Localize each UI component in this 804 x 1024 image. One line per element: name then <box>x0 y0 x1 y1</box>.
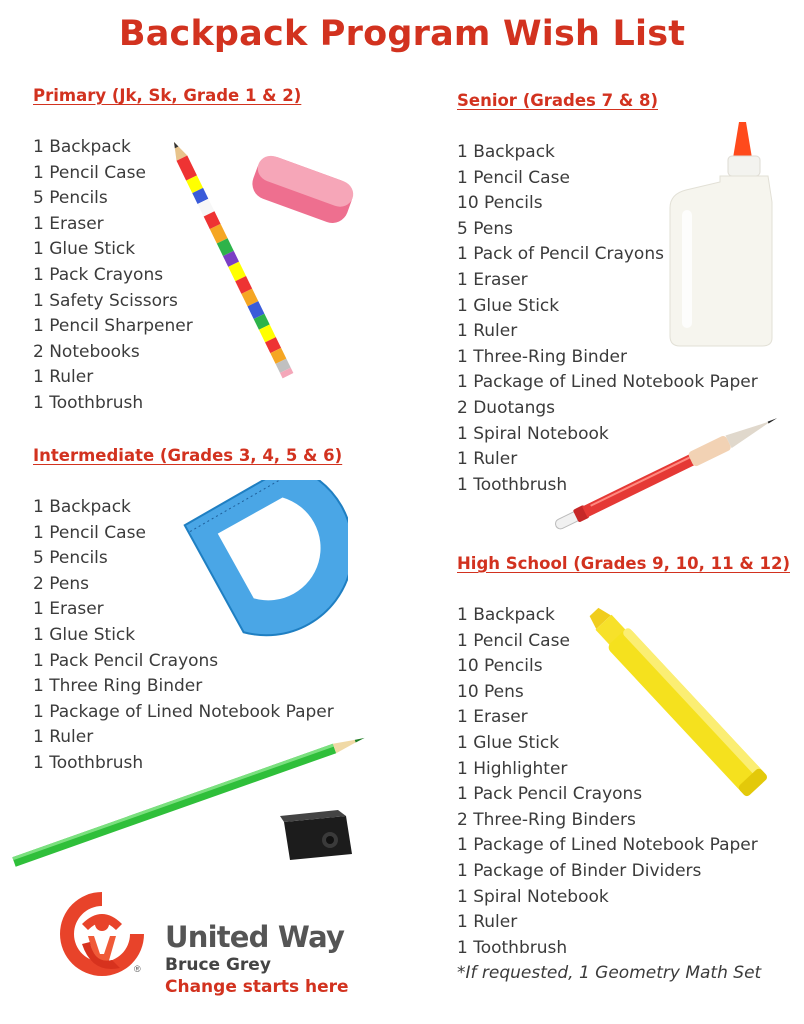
list-item: 1 Ruler <box>457 321 518 342</box>
list-item: 1 Eraser <box>33 213 104 234</box>
list-item: 1 Pencil Sharpener <box>33 316 193 337</box>
logo-name: United Way <box>165 920 345 954</box>
yellow-highlighter-icon <box>572 600 770 802</box>
list-item: 2 Notebooks <box>33 341 140 362</box>
list-item: 2 Three-Ring Binders <box>457 809 636 830</box>
list-item: 1 Backpack <box>457 142 555 162</box>
list-item: 1 Pencil Case <box>33 162 146 183</box>
list-item: 1 Toothbrush <box>457 937 568 958</box>
list-item: 1 Pack Crayons <box>33 264 164 285</box>
list-item: 1 Pencil Case <box>457 630 570 651</box>
list-item: 10 Pencils <box>457 656 543 677</box>
united-way-logo <box>52 884 152 989</box>
list-item: 1 Package of Lined Notebook Paper <box>33 701 334 722</box>
list-item: 1 Backpack <box>33 137 131 157</box>
logo-tagline: Change starts here <box>165 977 349 997</box>
list-item: 1 Pack Pencil Crayons <box>457 784 643 805</box>
geometry-set-note: *If requested, 1 Geometry Math Set <box>457 963 762 984</box>
list-item: 1 Ruler <box>457 449 518 470</box>
list-item: 1 Pack of Pencil Crayons <box>457 244 664 265</box>
list-item: 1 Package of Lined Notebook Paper <box>457 372 758 393</box>
list-item: 1 Spiral Notebook <box>457 423 609 444</box>
list-item: 1 Three-Ring Binder <box>457 346 627 367</box>
pencil-sharpener-icon <box>276 808 356 866</box>
logo-region: Bruce Grey <box>165 955 271 975</box>
list-item: 1 Backpack <box>33 497 131 517</box>
list-item: 1 Eraser <box>457 269 528 290</box>
high-school-heading: High School (Grades 9, 10, 11 & 12) <box>457 554 790 573</box>
list-item: 1 Toothbrush <box>33 752 144 773</box>
list-item: 1 Package of Binder Dividers <box>457 860 702 881</box>
registered-mark: ® <box>134 964 141 974</box>
pink-eraser-icon <box>244 150 362 232</box>
list-item: 1 Glue Stick <box>457 295 560 316</box>
list-item: 1 Pencil Case <box>33 522 146 543</box>
list-item: 10 Pencils <box>457 193 543 214</box>
list-item: 1 Ruler <box>33 727 94 748</box>
glue-bottle-icon <box>668 118 774 350</box>
list-item: 1 Safety Scissors <box>33 290 178 311</box>
list-item: 1 Ruler <box>457 912 518 933</box>
list-item: 1 Eraser <box>457 707 528 728</box>
page-title: Backpack Program Wish List <box>118 14 686 54</box>
list-item: 1 Highlighter <box>457 758 568 779</box>
list-item: 1 Pencil Case <box>457 167 570 188</box>
list-item: 1 Toothbrush <box>457 474 568 495</box>
red-pen-icon <box>548 402 780 538</box>
list-item: 1 Glue Stick <box>457 732 560 753</box>
list-item: 5 Pens <box>457 218 513 239</box>
primary-heading: Primary (Jk, Sk, Grade 1 & 2) <box>33 86 302 105</box>
list-item: 2 Duotangs <box>457 397 555 418</box>
list-item: 1 Eraser <box>33 599 104 620</box>
list-item: 1 Backpack <box>457 605 555 625</box>
list-item: 1 Toothbrush <box>33 392 144 413</box>
senior-heading: Senior (Grades 7 & 8) <box>457 91 658 110</box>
list-item: 5 Pencils <box>33 188 108 209</box>
logo-text-block <box>165 920 349 998</box>
list-item: 1 Ruler <box>33 367 94 388</box>
list-item: 1 Glue Stick <box>33 239 136 260</box>
protractor-icon <box>180 480 348 670</box>
list-item: 1 Package of Lined Notebook Paper <box>457 835 758 856</box>
list-item: 1 Glue Stick <box>33 624 136 645</box>
list-item: 1 Pack Pencil Crayons <box>33 650 219 671</box>
list-item: 1 Spiral Notebook <box>457 886 609 907</box>
intermediate-heading: Intermediate (Grades 3, 4, 5 & 6) <box>33 446 343 465</box>
list-item: 1 Three Ring Binder <box>33 676 203 697</box>
list-item: 2 Pens <box>33 573 89 594</box>
list-item: 5 Pencils <box>33 548 108 569</box>
list-item: 10 Pens <box>457 681 524 702</box>
